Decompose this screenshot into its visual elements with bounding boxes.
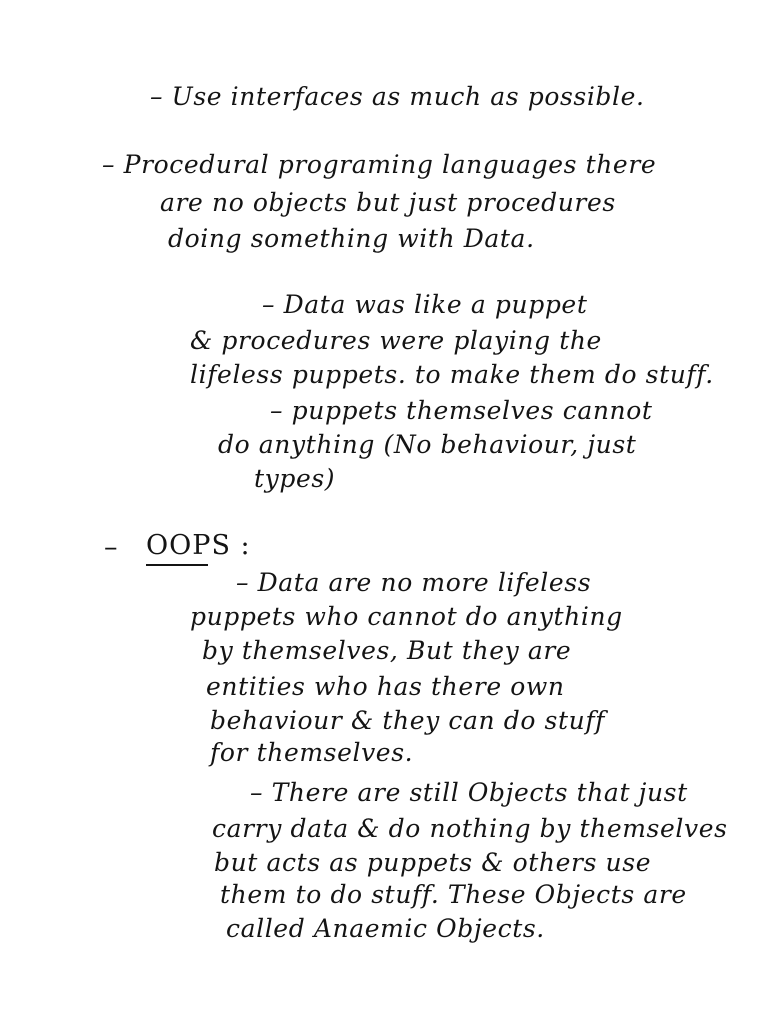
note-anaemic-line-5: called Anaemic Objects. (226, 914, 545, 943)
note-anaemic-line-4: them to do stuff. These Objects are (220, 880, 687, 909)
note-puppet-line-5: do anything (No behaviour, just (218, 430, 637, 459)
note-procedural-line-1: – Procedural programing languages there (102, 150, 657, 179)
note-oops-line-2: puppets who cannot do anything (190, 602, 623, 631)
note-bullet-interfaces: – Use interfaces as much as possible. (150, 82, 645, 111)
note-oops-line-6: for themselves. (210, 738, 414, 767)
note-puppet-line-3: lifeless puppets. to make them do stuff. (190, 360, 714, 389)
note-puppet-line-4: – puppets themselves cannot (270, 396, 653, 425)
note-procedural-line-3: doing something with Data. (168, 224, 535, 253)
note-procedural-line-2: are no objects but just procedures (160, 188, 616, 217)
note-puppet-line-2: & procedures were playing the (190, 326, 602, 355)
note-anaemic-line-3: but acts as puppets & others use (214, 848, 652, 877)
note-puppet-line-6: types) (254, 464, 336, 493)
note-puppet-line-1: – Data was like a puppet (262, 290, 588, 319)
note-anaemic-line-1: – There are still Objects that just (250, 778, 688, 807)
note-oops-line-5: behaviour & they can do stuff (210, 706, 606, 735)
note-oops-line-3: by themselves, But they are (202, 636, 572, 665)
note-oops-line-1: – Data are no more lifeless (236, 568, 592, 597)
note-oops-line-4: entities who has there own (206, 672, 565, 701)
oops-dash: – (104, 532, 119, 563)
oops-heading-underline (146, 564, 208, 566)
note-anaemic-line-2: carry data & do nothing by themselves (212, 814, 728, 843)
oops-heading: OOPS : (146, 530, 251, 561)
